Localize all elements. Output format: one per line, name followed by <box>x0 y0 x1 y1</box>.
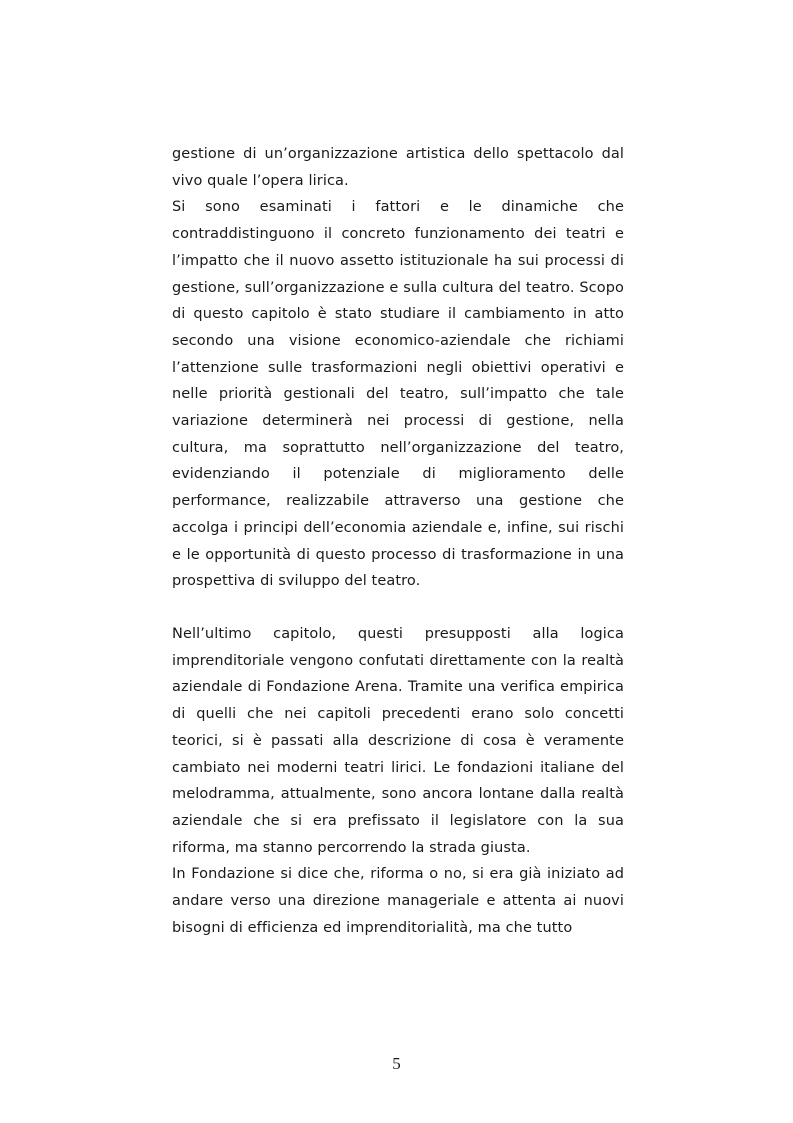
body-text-section-2 <box>172 621 624 941</box>
paragraph-fondazione: In Fondazione si dice che, riforma o no, si era già iniziato ad andare verso una direzione manageriale e attenta ai nuovi bisogni di efficienza ed imprenditorialità, ma che tutto <box>172 866 624 936</box>
body-text-section-1 <box>172 141 624 595</box>
paragraph-chapter-summary: Si sono esaminati i fattori e le dinamiche che contraddistinguono il concreto funzionamento dei teatri e l’impatto che il nuovo assetto istituzionale ha sui processi di gestione, sull’organizzazione e sulla cultura del teatro. Scopo di questo capitolo è stato studiare il cambiamento in atto secondo una visione economico-aziendale che richiami l’attenzione sulle trasformazioni negli obiettivi operativi e nelle priorità gestionali del teatro, sull’impatto che tale variazione determinerà nei processi di gestione, nella cultura, ma soprattutto nell’organizzazione del teatro, evidenziando il potenziale di miglioramento delle performance, realizzabile attraverso una gestione che accolga i principi dell’economia aziendale e, infine, sui rischi e le opportunità di questo processo di trasformazione in una prospettiva di sviluppo del teatro. <box>172 199 624 590</box>
page-number: 5 <box>392 1054 401 1073</box>
paragraph-last-chapter: Nell’ultimo capitolo, questi presupposti alla logica imprenditoriale vengono confutati direttamente con la realtà aziendale di Fondazione Arena. Tramite una verifica empirica di quelli che nei capitoli precedenti erano solo concetti teorici, si è passati alla descrizione di cosa è veramente cambiato nei moderni teatri lirici. Le fondazioni italiane del melodramma, attualmente, sono ancora lontane dalla realtà aziendale che si era prefissato il legislatore con la sua riforma, ma stanno percorrendo la strada giusta. <box>172 626 624 856</box>
paragraph-continuation: gestione di un’organizzazione artistica dello spettacolo dal vivo quale l’opera lirica. <box>172 146 624 189</box>
